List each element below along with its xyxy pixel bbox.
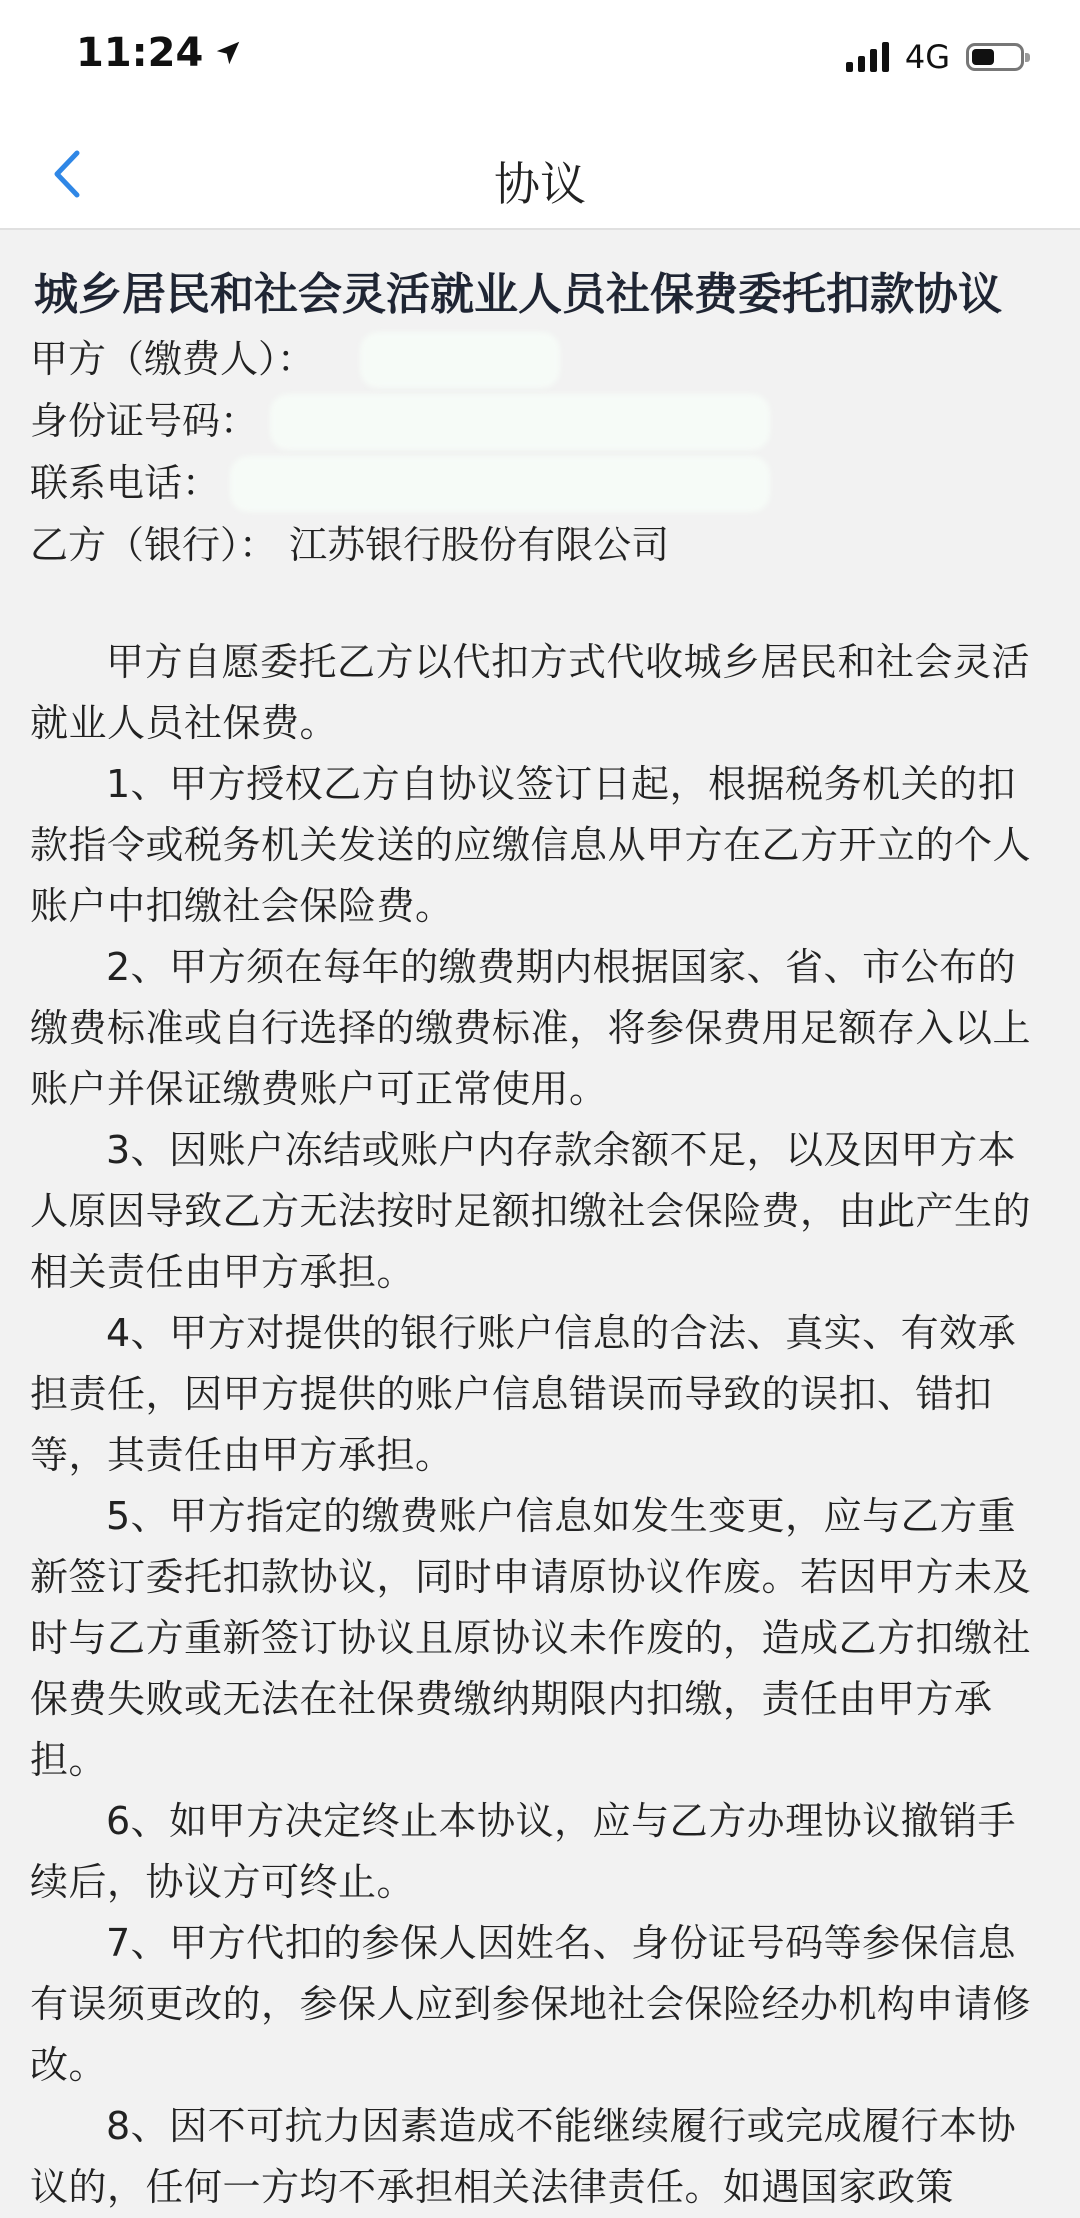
agreement-paragraph: 6、如甲方决定终止本协议，应与乙方办理协议撤销手续后，协议方可终止。	[30, 1799, 1017, 1904]
agreement-paragraph: 2、甲方须在每年的缴费期内根据国家、省、市公布的缴费标准或自行选择的缴费标准，将参保费用足额存入以上账户并保证缴费账户可正常使用。	[30, 945, 1032, 1111]
agreement-paragraph: 5、甲方指定的缴费账户信息如发生变更，应与乙方重新签订委托扣款协议，同时申请原协议作废。若因甲方未及时与乙方重新签订协议且原协议未作废的，造成乙方扣缴社保费失败或无法在社保费缴纳期限内扣缴，责任由甲方承担。	[30, 1494, 1032, 1782]
network-type: 4G	[904, 38, 950, 76]
signal-icon	[846, 42, 889, 72]
id-number-field	[30, 390, 1050, 452]
payer-label: 甲方（缴费人）：	[30, 337, 316, 381]
battery-icon	[966, 43, 1024, 71]
redaction-mark	[360, 332, 560, 388]
phone-field	[30, 452, 1050, 514]
navigation-bar	[0, 120, 1080, 230]
payer-field	[30, 328, 1050, 390]
agreement-paragraph: 甲方自愿委托乙方以代扣方式代收城乡居民和社会灵活就业人员社保费。	[30, 640, 1031, 745]
agreement-paragraph: 1、甲方授权乙方自协议签订日起，根据税务机关的扣款指令或税务机关发送的应缴信息从甲方在乙方开立的个人账户中扣缴社会保险费。	[30, 762, 1032, 928]
agreement-paragraph: 4、甲方对提供的银行账户信息的合法、真实、有效承担责任，因甲方提供的账户信息错误而导致的误扣、错扣等，其责任由甲方承担。	[30, 1311, 1017, 1477]
status-bar	[0, 0, 1080, 120]
agreement-paragraph: 3、因账户冻结或账户内存款余额不足，以及因甲方本人原因导致乙方无法按时足额扣缴社会保险费，由此产生的相关责任由甲方承担。	[30, 1128, 1032, 1294]
bank-value: 江苏银行股份有限公司	[289, 523, 670, 567]
agreement-content[interactable]	[30, 230, 1050, 2218]
id-number-label: 身份证号码：	[30, 399, 259, 443]
bank-label: 乙方（银行）：	[30, 523, 278, 567]
phone-label: 联系电话：	[30, 461, 221, 505]
bank-field	[30, 514, 1050, 576]
redaction-mark	[270, 394, 770, 450]
agreement-paragraph: 7、甲方代扣的参保人因姓名、身份证号码等参保信息有误须更改的，参保人应到参保地社会保险经办机构申请修改。	[30, 1921, 1032, 2087]
location-arrow-icon	[213, 38, 243, 68]
page-title: 协议	[494, 157, 586, 211]
time-text: 11:24	[76, 30, 204, 76]
agreement-paragraph: 8、因不可抗力因素造成不能继续履行或完成履行本协议的，任何一方均不承担相关法律责任。如遇国家政策	[30, 2104, 1017, 2209]
redaction-mark	[230, 456, 770, 512]
status-indicators	[846, 38, 1024, 76]
status-time	[76, 30, 243, 76]
agreement-title: 城乡居民和社会灵活就业人员社保费委托扣款协议	[34, 269, 1002, 320]
